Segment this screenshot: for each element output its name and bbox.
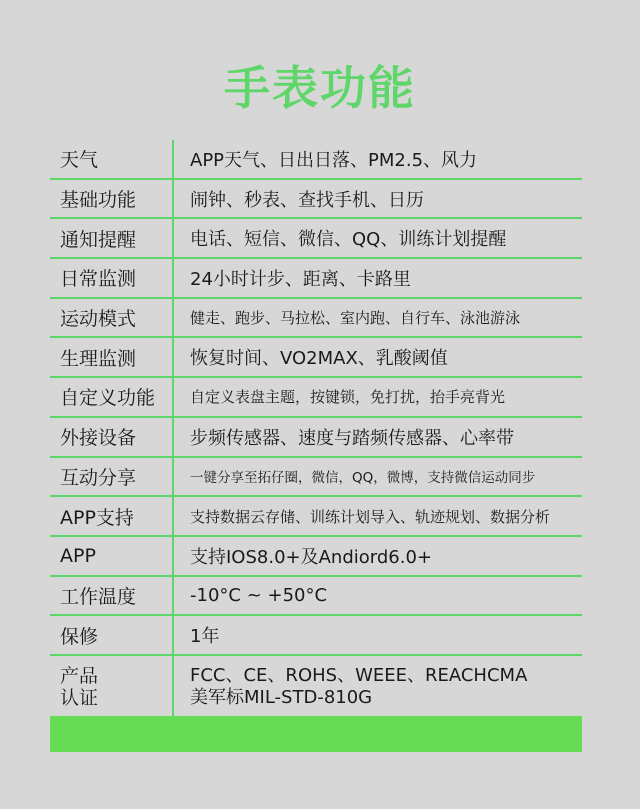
row-value: 24小时计步、距离、卡路里 [190, 268, 411, 290]
table-row [50, 219, 582, 259]
row-value: APP天气、日出日落、PM2.5、风力 [190, 149, 478, 171]
row-value: 支持数据云存储、训练计划导入、轨迹规划、数据分析 [190, 507, 551, 526]
cert-value-line2: 美军标MIL-STD-810G [190, 686, 373, 708]
row-value: 电话、短信、微信、QQ、训练计划提醒 [190, 229, 507, 251]
table-row [50, 577, 582, 617]
cert-label-line1: 产品 [60, 664, 99, 687]
table-row [50, 418, 582, 458]
cert-label-line2: 认证 [60, 686, 99, 709]
footer-bar [50, 716, 582, 752]
row-value: 闹钟、秒表、查找手机、日历 [190, 189, 424, 211]
row-value: 步频传感器、速度与踏频传感器、心率带 [190, 427, 514, 449]
row-value: 健走、跑步、马拉松、室内跑、自行车、泳池游泳 [190, 309, 521, 328]
row-label: 运动模式 [60, 308, 137, 331]
table-row [50, 497, 582, 537]
table-row [50, 299, 582, 339]
row-value: 一键分享至拓仔圈，微信，QQ，微博，支持微信运动同步 [190, 470, 536, 487]
row-label: 生理监测 [60, 347, 137, 370]
row-label: 基础功能 [60, 189, 137, 212]
spec-table [50, 140, 582, 718]
row-label: 自定义功能 [60, 387, 156, 410]
row-value [190, 656, 582, 718]
row-label: APP支持 [60, 506, 134, 529]
table-row [50, 259, 582, 299]
row-value: 自定义表盘主题，按键锁，免打扰，抬手亮背光 [190, 388, 506, 407]
row-label: 外接设备 [60, 427, 137, 450]
table-row [50, 458, 582, 498]
table-row [50, 140, 582, 180]
row-label: 通知提醒 [60, 228, 137, 251]
table-row [50, 180, 582, 220]
table-row [50, 338, 582, 378]
row-label: 互动分享 [60, 466, 137, 489]
row-value: 支持IOS8.0+及Andiord6.0+ [190, 546, 432, 568]
row-value: 1年 [190, 626, 220, 648]
page-title: 手表功能 [224, 61, 416, 115]
row-label: APP [60, 544, 96, 567]
row-label: 日常监测 [60, 268, 137, 291]
row-label [60, 656, 98, 718]
row-label: 保修 [60, 625, 99, 648]
row-label: 工作温度 [60, 585, 137, 608]
cert-value-line1: FCC、CE、ROHS、WEEE、REACHCMA [190, 664, 528, 686]
row-value: -10°C ~ +50°C [190, 584, 328, 606]
table-row [50, 378, 582, 418]
table-row [50, 616, 582, 656]
row-label: 天气 [60, 149, 99, 172]
table-row [50, 537, 582, 577]
table-row-certification [50, 656, 582, 718]
row-value: 恢复时间、VO2MAX、乳酸阈值 [190, 348, 448, 370]
